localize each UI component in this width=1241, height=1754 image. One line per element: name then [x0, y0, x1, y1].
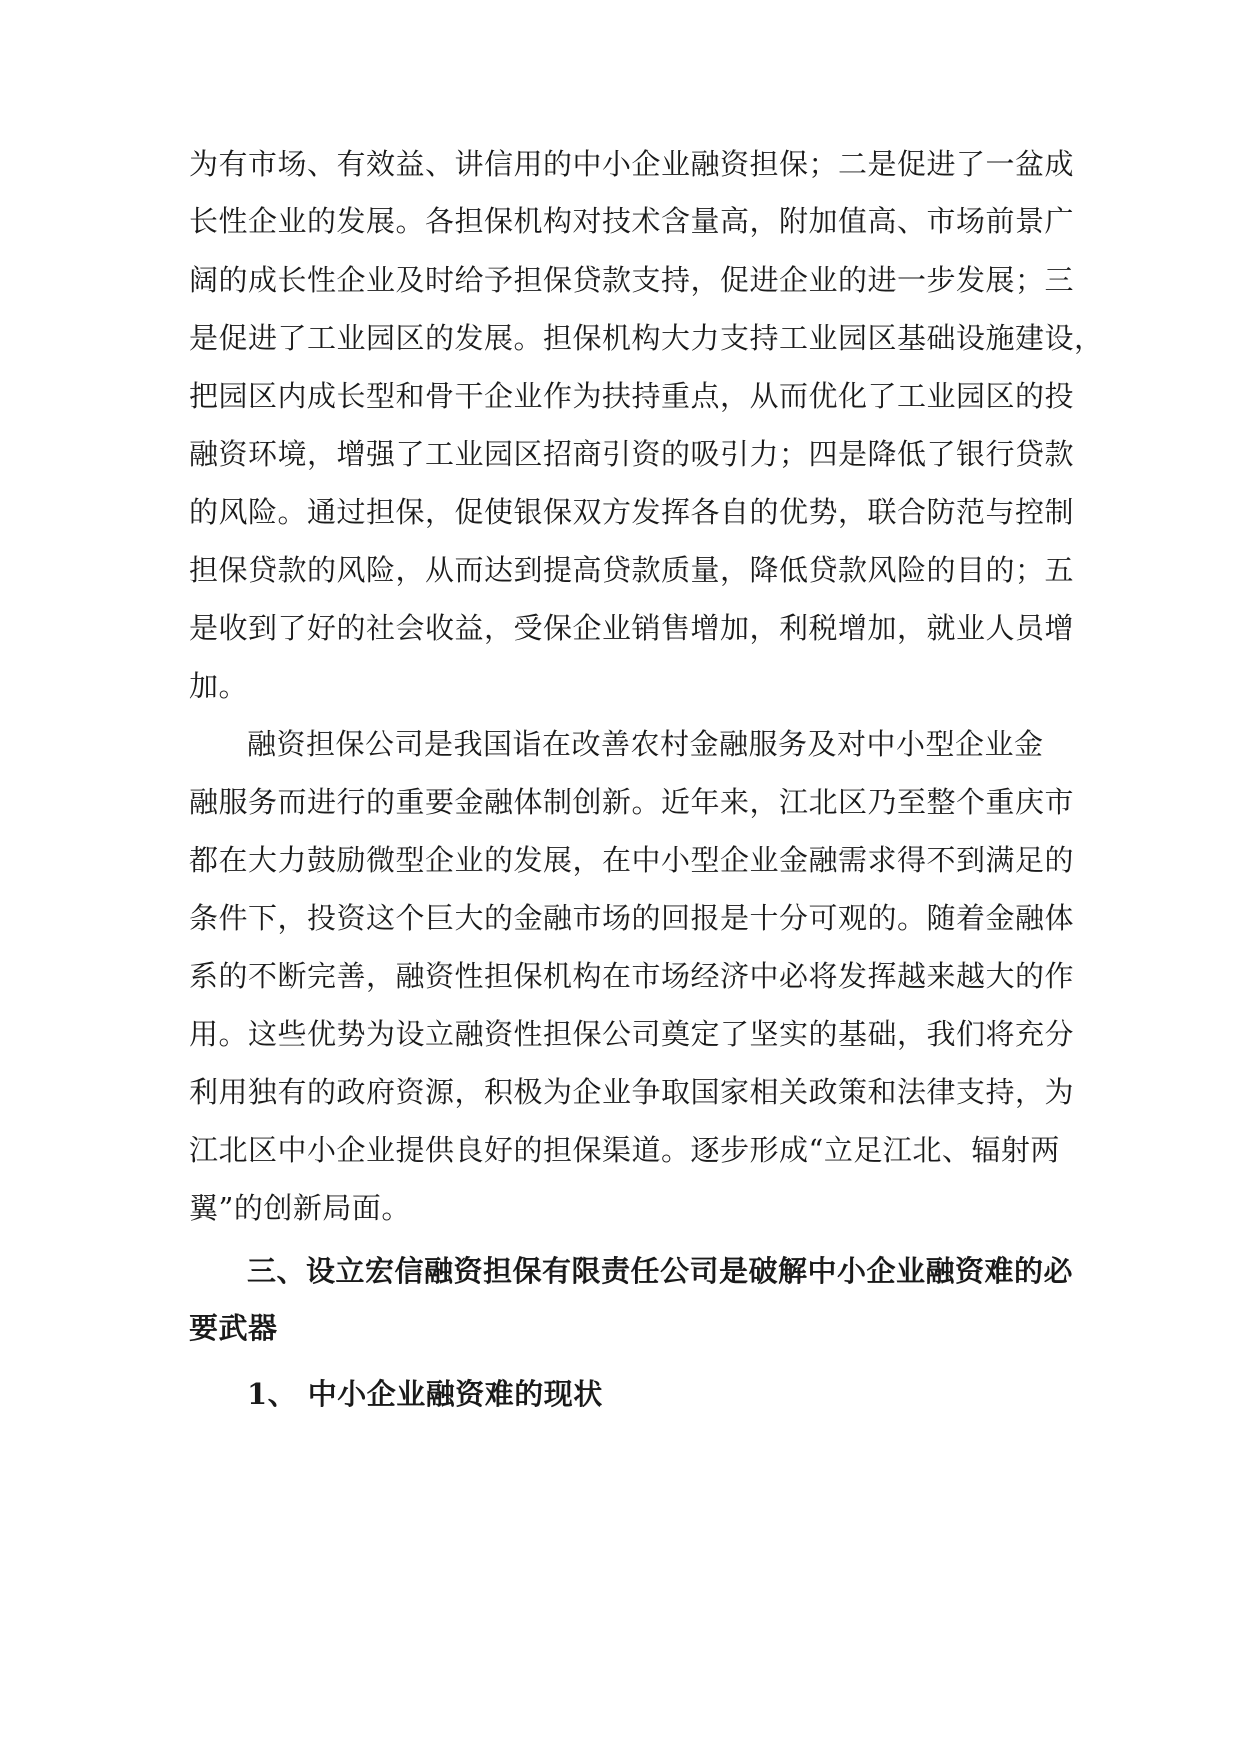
paragraph-line: 阔的成长性企业及时给予担保贷款支持，促进企业的进一步发展；三	[189, 263, 1075, 297]
document-page	[189, 0, 1104, 1754]
paragraph-line: 融资担保公司是我国诣在改善农村金融服务及对中小型企业金	[247, 727, 1044, 761]
section-heading: 三、设立宏信融资担保有限责任公司是破解中小企业融资难的必	[247, 1254, 1074, 1288]
paragraph-line: 利用独有的政府资源，积极为企业争取国家相关政策和法律支持，为	[189, 1075, 1075, 1109]
paragraph-line: 江北区中小企业提供良好的担保渠道。逐步形成“立足江北、辐射两	[189, 1133, 1060, 1167]
paragraph-line: 担保贷款的风险，从而达到提高贷款质量，降低贷款风险的目的；五	[189, 553, 1075, 587]
paragraph-line: 用。这些优势为设立融资性担保公司奠定了坚实的基础，我们将充分	[189, 1017, 1075, 1051]
section-heading: 要武器	[189, 1311, 278, 1345]
paragraph-line: 系的不断完善，融资性担保机构在市场经济中必将发挥越来越大的作	[189, 959, 1075, 993]
paragraph-line: 加。	[189, 669, 249, 703]
paragraph-line: 都在大力鼓励微型企业的发展，在中小型企业金融需求得不到满足的	[189, 843, 1075, 877]
paragraph-line: 是促进了工业园区的发展。担保机构大力支持工业园区基础设施建设，	[189, 321, 1104, 355]
subsection-heading: 1、 中小企业融资难的现状	[247, 1377, 603, 1411]
paragraph-line: 长性企业的发展。各担保机构对技术含量高，附加值高、市场前景广	[189, 204, 1075, 238]
paragraph-line: 是收到了好的社会收益，受保企业销售增加，利税增加，就业人员增	[189, 611, 1075, 645]
paragraph-line: 为有市场、有效益、讲信用的中小企业融资担保；二是促进了一盆成	[189, 147, 1075, 181]
paragraph-line: 条件下，投资这个巨大的金融市场的回报是十分可观的。随着金融体	[189, 901, 1075, 935]
paragraph-line: 融服务而进行的重要金融体制创新。近年来，江北区乃至整个重庆市	[189, 785, 1075, 819]
paragraph-line: 翼”的创新局面。	[189, 1191, 411, 1225]
paragraph-line: 把园区内成长型和骨干企业作为扶持重点，从而优化了工业园区的投	[189, 379, 1075, 413]
paragraph-line: 的风险。通过担保，促使银保双方发挥各自的优势，联合防范与控制	[189, 495, 1075, 529]
paragraph-line: 融资环境，增强了工业园区招商引资的吸引力；四是降低了银行贷款	[189, 437, 1075, 471]
